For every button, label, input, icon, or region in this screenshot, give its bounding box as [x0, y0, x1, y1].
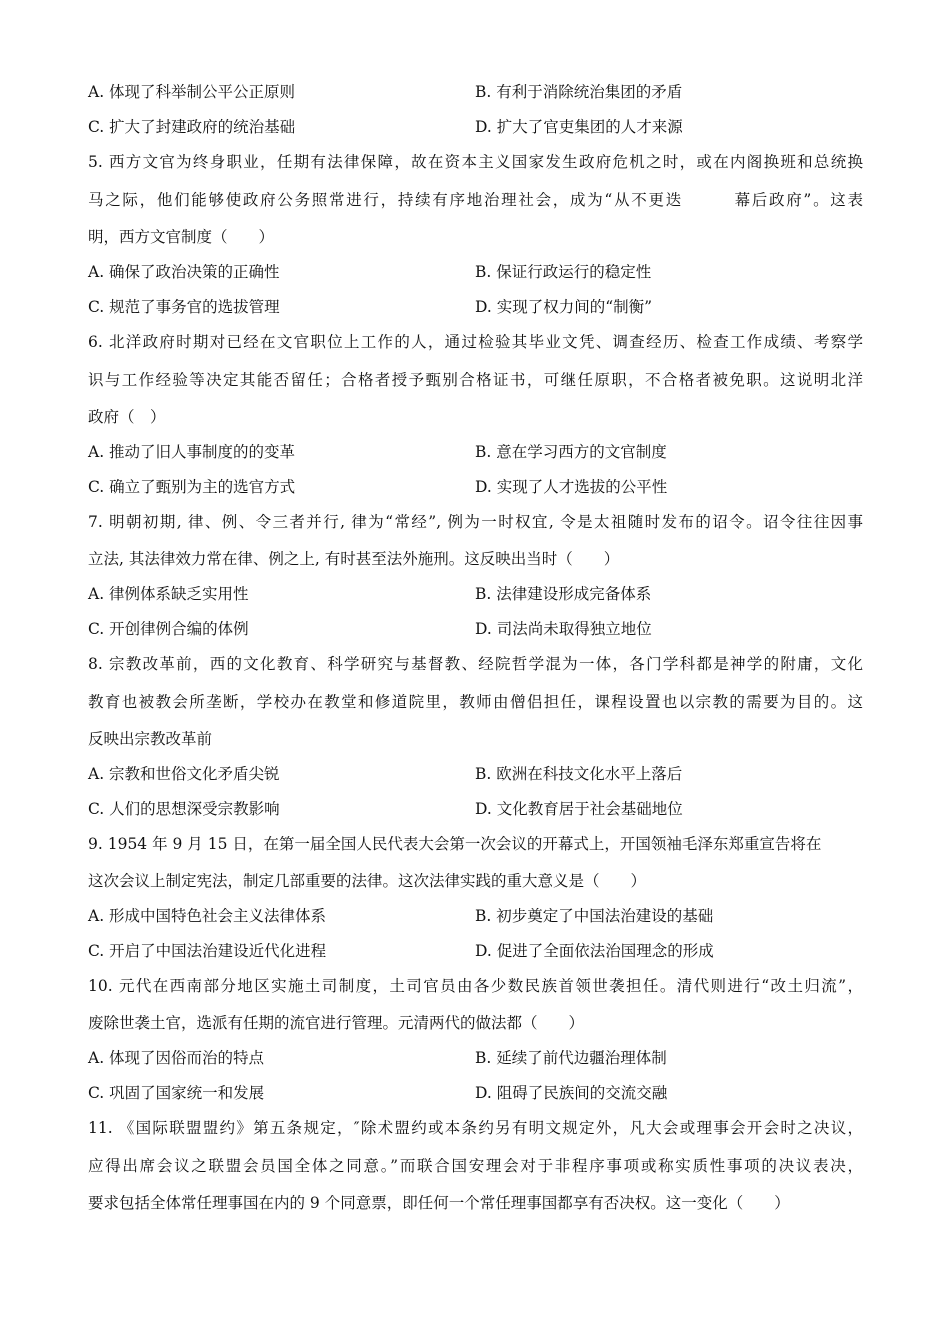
- q4-option-d: D. 扩大了官吏集团的人才来源: [475, 118, 683, 136]
- q10-stem-line-2: 废除世袭土官，选派有任期的流官进行管理。元清两代的做法都（ ）: [88, 1014, 585, 1032]
- q9-option-b: B. 初步奠定了中国法治建设的基础: [475, 907, 714, 925]
- q8-option-d: D. 文化教育居于社会基础地位: [475, 800, 683, 818]
- q9-option-c: C. 开启了中国法治建设近代化进程: [88, 942, 327, 960]
- q10-option-c: C. 巩固了国家统一和发展: [88, 1084, 265, 1102]
- q5-option-c: C. 规范了事务官的选拔管理: [88, 298, 280, 316]
- q9-option-d: D. 促进了全面依法治国理念的形成: [475, 942, 714, 960]
- q9-option-a: A. 形成中国特色社会主义法律体系: [88, 907, 327, 925]
- q11-stem-line-2: 应得出席会议之联盟会员国全体之同意。”而联合国安理会对于非程序事项或称实质性事项的决议表决，: [88, 1157, 863, 1175]
- q8-stem-line-3: 反映出宗教改革前: [88, 730, 213, 748]
- q10-stem-line-1: 10. 元代在西南部分地区实施土司制度，土司官员由各少数民族首领世袭担任。清代则进行“改土归流”，: [88, 977, 863, 995]
- q7-option-c: C. 开创律例合编的体例: [88, 620, 249, 638]
- q7-option-b: B. 法律建设形成完备体系: [475, 585, 652, 603]
- q6-option-a: A. 推动了旧人事制度的的变革: [88, 443, 296, 461]
- q5-option-b: B. 保证行政运行的稳定性: [475, 263, 652, 281]
- q10-option-b: B. 延续了前代边疆治理体制: [475, 1049, 667, 1067]
- q10-option-d: D. 阻碍了民族间的交流交融: [475, 1084, 668, 1102]
- q6-stem-line-1: 6. 北洋政府时期对已经在文官职位上工作的人，通过检验其毕业文凭、调查经历、检查工作成绩、考察学: [88, 333, 863, 351]
- q5-option-a: A. 确保了政治决策的正确性: [88, 263, 280, 281]
- q8-stem-line-1: 8. 宗教改革前，西的文化教育、科学研究与基督教、经院哲学混为一体，各门学科都是神学的附庸，文化: [88, 655, 863, 673]
- q6-stem-line-2: 识与工作经验等决定其能否留任；合格者授予甄别合格证书，可继任原职，不合格者被免职。这说明北洋: [88, 371, 863, 389]
- q6-option-b: B. 意在学习西方的文官制度: [475, 443, 667, 461]
- q8-option-a: A. 宗教和世俗文化矛盾尖锐: [88, 765, 280, 783]
- q8-option-b: B. 欧洲在科技文化水平上落后: [475, 765, 683, 783]
- q6-option-c: C. 确立了甄别为主的选官方式: [88, 478, 296, 496]
- q6-stem-line-3: 政府（ ）: [88, 408, 166, 426]
- q5-stem-line-3: 明，西方文官制度（ ）: [88, 228, 275, 246]
- q5-option-d: D. 实现了权力间的“制衡”: [475, 298, 653, 316]
- q4-option-a: A. 体现了科举制公平公正原则: [88, 83, 296, 101]
- q7-stem-line-1: 7. 明朝初期, 律、例、令三者并行, 律为“常经”, 例为一时权宜, 令是太祖随时发布的诏令。诏令往往因事: [88, 513, 863, 531]
- q5-stem-line-1: 5. 西方文官为终身职业，任期有法律保障，故在资本主义国家发生政府危机之时，或在内阁换班和总统换: [88, 153, 863, 171]
- q11-stem-line-1: 11. 《国际联盟盟约》第五条规定，″除术盟约或本条约另有明文规定外，凡大会或理事会开会时之决议，: [88, 1119, 863, 1137]
- q6-option-d: D. 实现了人才选拔的公平性: [475, 478, 668, 496]
- q7-option-d: D. 司法尚未取得独立地位: [475, 620, 652, 638]
- q9-stem-line-2: 这次会议上制定宪法，制定几部重要的法律。这次法律实践的重大意义是（ ）: [88, 872, 647, 890]
- q7-option-a: A. 律例体系缺乏实用性: [88, 585, 249, 603]
- q11-stem-line-3: 要求包括全体常任理事国在内的 9 个同意票，即任何一个常任理事国都享有否决权。这一变化（ ）: [88, 1194, 790, 1212]
- q8-option-c: C. 人们的思想深受宗教影响: [88, 800, 280, 818]
- q5-stem-line-2: 马之际，他们能够使政府公务照常进行，持续有序地治理社会，成为“从不更迭 幕后政府”。这表: [88, 191, 863, 209]
- q9-stem-line-1: 9. 1954 年 9 月 15 日，在第一届全国人民代表大会第一次会议的开幕式上，开国领袖毛泽东郑重宣告将在: [88, 835, 822, 853]
- q8-stem-line-2: 教育也被教会所垄断，学校办在教堂和修道院里，教师由僧侣担任，课程设置也以宗教的需要为目的。这: [88, 693, 863, 711]
- q7-stem-line-2: 立法, 其法律效力常在律、例之上, 有时甚至法外施刑。这反映出当时（ ）: [88, 550, 620, 568]
- q4-option-c: C. 扩大了封建政府的统治基础: [88, 118, 296, 136]
- q10-option-a: A. 体现了因俗而治的特点: [88, 1049, 265, 1067]
- q4-option-b: B. 有利于消除统治集团的矛盾: [475, 83, 683, 101]
